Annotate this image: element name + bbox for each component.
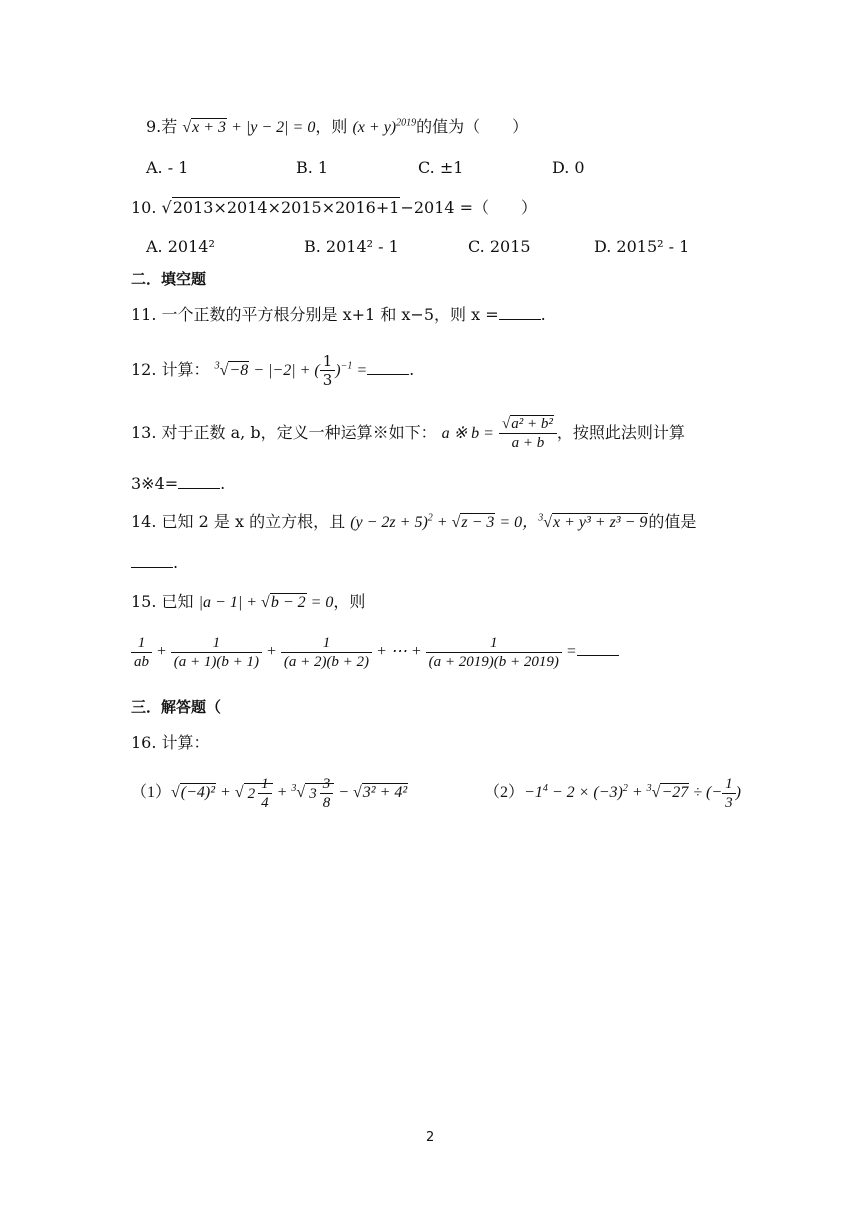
question-12: 12. 计算： $^3$√−8 − |−2| + ( $\frac{1}{3}$ )$^{-1}$ = . <box>131 352 415 389</box>
question-number: 9. <box>146 117 162 136</box>
question-15 <box>131 592 365 612</box>
answer-blank[interactable] <box>577 641 619 656</box>
math-expression: a ※ b = <box>441 425 494 442</box>
question-13-line2: 3※4= . <box>131 474 226 493</box>
question-text: 11. 一个正数的平方根分别是 x+1 和 x−5，则 x = <box>131 305 499 324</box>
question-text: −2014 =（ ） <box>400 198 538 217</box>
question-text: ，则 <box>333 592 366 611</box>
option-a[interactable]: A. - 1 <box>146 158 189 177</box>
question-text: 的值是 <box>648 512 697 531</box>
question-16: 16. 计算： <box>131 733 210 752</box>
question-10 <box>131 198 537 217</box>
option-c[interactable]: C. 2015 <box>468 237 531 256</box>
question-text: 若 <box>161 117 178 136</box>
question-number: 10. <box>131 198 157 217</box>
question-14 <box>131 512 696 532</box>
question-text: 12. 计算： <box>131 360 210 379</box>
page-number: 2 <box>426 1130 435 1145</box>
answer-blank[interactable] <box>367 360 409 375</box>
fraction: $\frac{\text{√a² + b²}}{a + b}$ <box>499 415 557 452</box>
question-text: 的值为（ ） <box>416 117 529 136</box>
option-b[interactable]: B. 1 <box>296 158 329 177</box>
fraction: $\frac{1}{(a + 1)(b + 1)}$ <box>171 634 262 671</box>
math-expression: $^3$√−8 − |−2| + ( <box>214 360 320 379</box>
question-text: 14. 已知 2 是 x 的立方根，且 <box>131 512 346 531</box>
fraction: $\frac{1}{(a + 2)(b + 2)}$ <box>281 634 372 671</box>
fraction: $\frac{1}{ab}$ <box>131 634 152 671</box>
option-c[interactable]: C. ±1 <box>418 158 464 177</box>
question-text: ，按照此法则计算 <box>556 423 685 442</box>
fraction: $\frac{1}{(a + 2019)(b + 2019)}$ <box>426 634 562 671</box>
math-expression: $(y - 2z + 5)^2 + √z - 3 = 0$，$^3$√x + y³ + z³ − 9 <box>350 512 648 531</box>
question-16-part-1: （1）√(−4)² + √ 2 $\frac{1}{4}$ + $^3$√ 3 $\frac{3}{8}$ − √3² + 4² <box>131 776 408 811</box>
question-text: ，则 <box>315 117 348 136</box>
math-expression: |a − 1| + √b − 2 = 0 <box>198 594 334 611</box>
section-title: 三．解答题（ <box>131 698 222 716</box>
question-text: 13. 对于正数 a, b，定义一种运算※如下： <box>131 423 437 442</box>
question-text: 3※4= <box>131 474 179 493</box>
question-16-part-2: $(2)-1^4 - 2 \times (-3)^2 + ^3√-27$ ÷ (− $\frac{1}{3}$ ) <box>484 776 741 811</box>
option-b[interactable]: B. 2014² - 1 <box>304 237 399 256</box>
math-expression: $(x + y)^{2019}$ <box>352 117 417 136</box>
question-9 <box>146 117 528 137</box>
answer-blank[interactable] <box>131 553 173 568</box>
fraction: $\frac{1}{3}$ <box>320 352 336 389</box>
question-14-line2: . <box>131 553 178 572</box>
question-15-expression: $\frac{1}{ab}$ + $\frac{1}{(a + 1)(b + 1)}$ + $\frac{1}{(a + 2)(b + 2)}$ + ⋯ + $\frac{1}{(a + 2019)(b + 2019)}$ = <box>131 634 619 671</box>
answer-blank[interactable] <box>178 474 220 489</box>
question-text: 15. 已知 <box>131 592 194 611</box>
question-13 <box>131 415 685 452</box>
option-d[interactable]: D. 2015² - 1 <box>594 237 690 256</box>
section-title: 二．填空题 <box>131 270 207 288</box>
math-expression: √2013×2014×2015×2016+1 <box>161 198 400 217</box>
option-d[interactable]: D. 0 <box>552 158 585 177</box>
question-11: 11. 一个正数的平方根分别是 x+1 和 x−5，则 x = . <box>131 305 546 324</box>
math-expression: √x + 3 + |y − 2| = 0 <box>182 119 316 136</box>
option-a[interactable]: A. 2014² <box>146 237 215 256</box>
answer-blank[interactable] <box>499 305 541 320</box>
